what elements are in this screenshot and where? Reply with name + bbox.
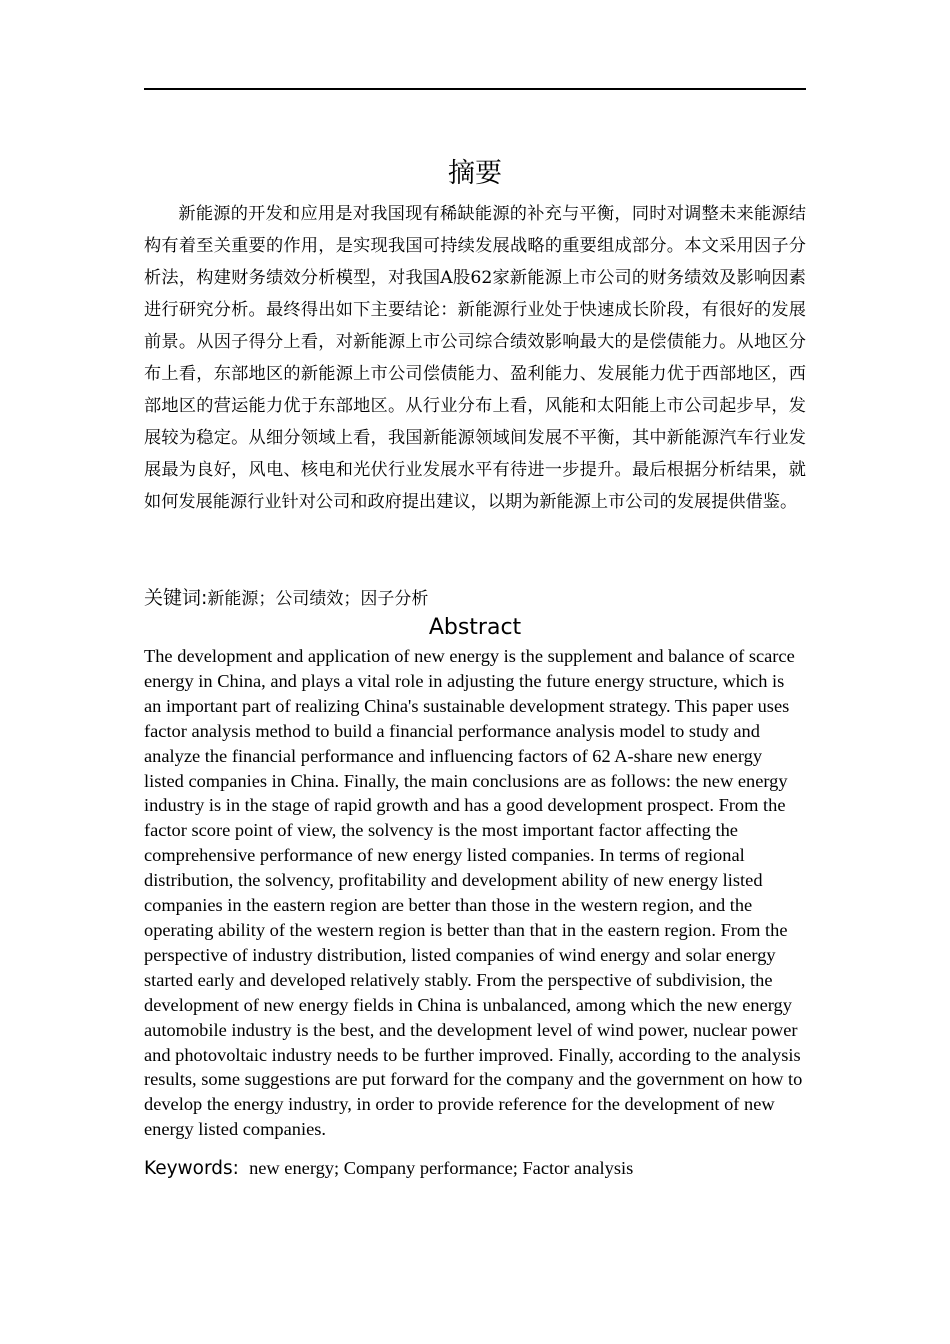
chinese-abstract-body: 新能源的开发和应用是对我国现有稀缺能源的补充与平衡，同时对调整未来能源结构有着至关重要的作用，是实现我国可持续发展战略的重要组成部分。本文采用因子分析法，构建财务绩效分析模型，对我国A股62家新能源上市公司的财务绩效及影响因素进行研究分析。最终得出如下主要结论：新能源行业处于快速成长阶段，有很好的发展前景。从因子得分上看，对新能源上市公司综合绩效影响最大的是偿债能力。从地区分布上看，东部地区的新能源上市公司偿债能力、盈利能力、发展能力优于西部地区，西部地区的营运能力优于东部地区。从行业分布上看，风能和太阳能上市公司起步早，发展较为稳定。从细分领域上看，我国新能源领域间发展不平衡，其中新能源汽车行业发展最为良好，风电、核电和光伏行业发展水平有待进一步提升。最后根据分析结果，就如何发展能源行业针对公司和政府提出建议，以期为新能源上市公司的发展提供借鉴。: [144, 204, 806, 512]
chinese-keywords: [144, 582, 806, 615]
chinese-keywords-text: 新能源；公司绩效；因子分析: [207, 589, 429, 609]
header-rule: [144, 88, 806, 90]
english-keywords-label: Keywords:: [144, 1158, 239, 1179]
english-abstract-body: The development and application of new energy is the supplement and balance of scarce energy in China, and plays a vital role in adjusting the future energy structure, which is an important part of realizing China's sustainable development strategy. This paper uses factor analysis method to build a financial performance analysis model to study and analyze the financial performance and influencing factors of 62 A-share new energy listed companies in China. Finally, the main conclusions are as follows: the new energy industry is in the stage of rapid growth and has a good development prospect. From the factor score point of view, the solvency is the most important factor affecting the comprehensive performance of new energy listed companies. In terms of regional distribution, the solvency, profitability and development ability of new energy listed companies in the eastern region are better than those in the western region, and the operating ability of the western region is better than that in the eastern region. From the perspective of industry distribution, listed companies of wind energy and solar energy started early and developed relatively stably. From the perspective of subdivision, the development of new energy fields in China is unbalanced, among which the new energy automobile industry is the best, and the development level of wind power, nuclear power and photovoltaic industry needs to be further improved. Finally, according to the analysis results, some suggestions are put forward for the company and the government on how to develop the energy industry, in order to provide reference for the development of new energy listed companies.: [144, 646, 803, 1140]
english-abstract-title: Abstract: [428, 615, 522, 640]
chinese-keywords-label: 关键词:: [144, 587, 208, 609]
chinese-abstract-title: 摘要: [448, 158, 502, 189]
english-keywords-text: new energy; Company performance; Factor analysis: [249, 1158, 634, 1178]
english-keywords: [144, 1154, 806, 1183]
